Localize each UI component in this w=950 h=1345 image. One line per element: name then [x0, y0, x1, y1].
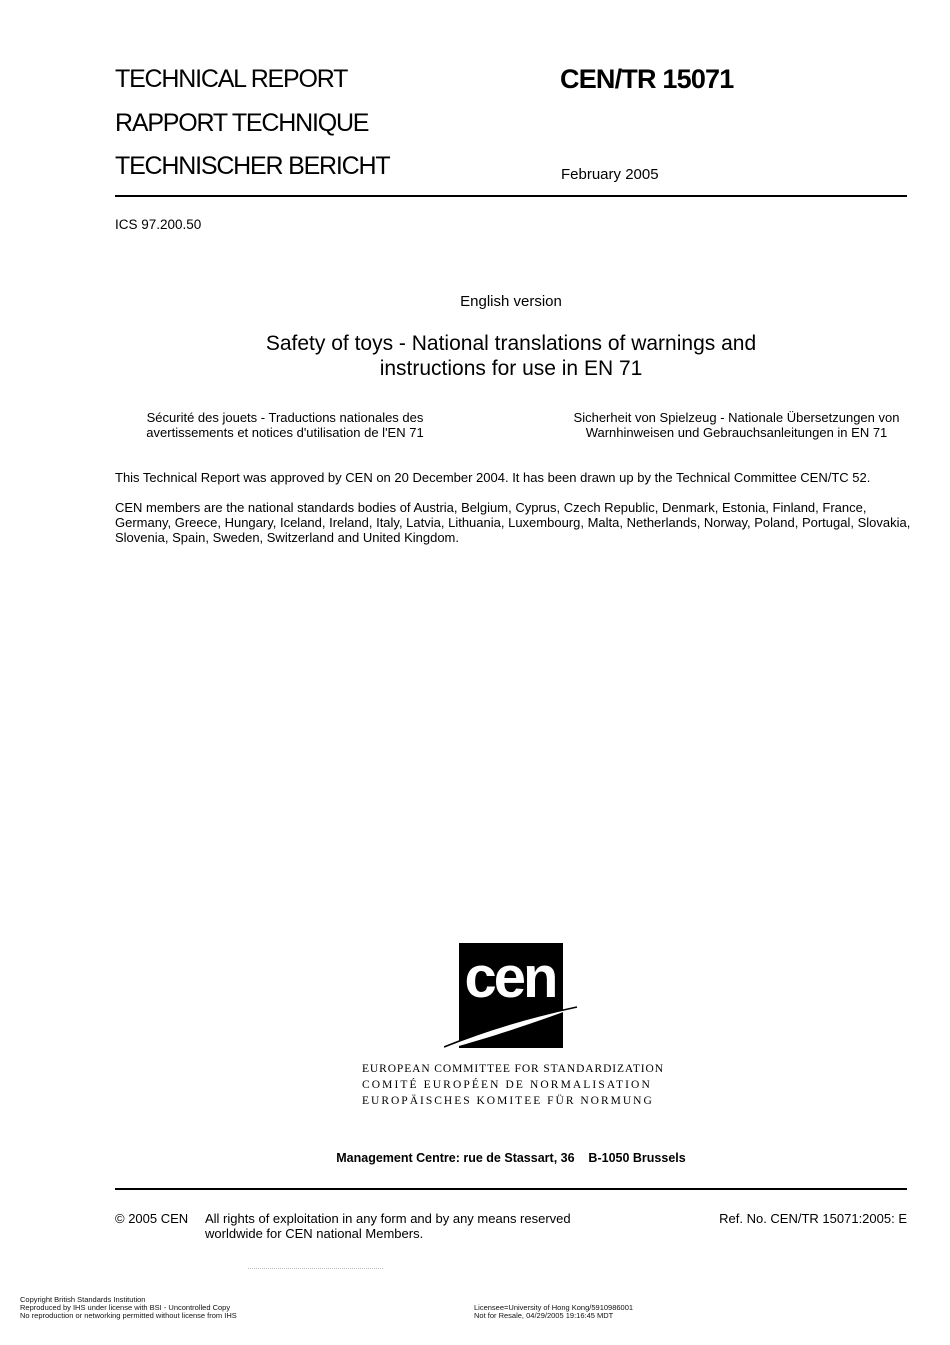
- german-title-line-1: Sicherheit von Spielzeug - Nationale Übersetzungen von: [573, 410, 900, 425]
- cen-logo-graphic: [444, 943, 579, 1051]
- german-title: [566, 410, 907, 440]
- copyright-notice: © 2005 CEN: [115, 1211, 189, 1226]
- rights-line-1: All rights of exploitation in any form and by any means reserved: [205, 1211, 571, 1226]
- org-name-german: EUROPÄISCHES KOMITEE FÜR NORMUNG: [362, 1095, 654, 1107]
- header-rule: [115, 195, 907, 197]
- rights-line-2: worldwide for CEN national Members.: [205, 1226, 424, 1241]
- german-title-line-2: Warnhinweisen und Gebrauchsanleitungen in EN 71: [585, 425, 888, 440]
- license-left-line-3: No reproduction or networking permitted without license from IHS: [20, 1311, 237, 1320]
- license-left: [20, 1296, 237, 1320]
- title-english: TECHNICAL REPORT: [115, 65, 348, 93]
- org-name-english: EUROPEAN COMMITTEE FOR STANDARDIZATION: [362, 1063, 664, 1075]
- language-version: English version: [460, 293, 562, 310]
- main-title-line-1: Safety of toys - National translations of warnings and: [265, 332, 757, 355]
- main-title: [115, 331, 907, 381]
- title-german: TECHNISCHER BERICHT: [115, 152, 390, 180]
- license-right: [474, 1304, 633, 1320]
- license-left-line-1: Copyright British Standards Institution: [20, 1295, 146, 1304]
- faint-dotted-mark: [248, 1268, 383, 1270]
- cen-logo-text: cen: [464, 945, 556, 1010]
- document-number: CEN/TR 15071: [560, 64, 734, 94]
- rights-statement: [205, 1211, 571, 1241]
- license-left-line-2: Reproduced by IHS under license with BSI - Uncontrolled Copy: [20, 1303, 231, 1312]
- cen-logo: [444, 943, 579, 1051]
- members-line-2: Germany, Greece, Hungary, Iceland, Ireland, Italy, Latvia, Lithuania, Luxembourg, Malta, Netherlands, Norway, Poland, Portugal, Slovakia,: [115, 515, 911, 530]
- ics-code: ICS 97.200.50: [115, 217, 202, 232]
- title-french: RAPPORT TECHNIQUE: [115, 109, 369, 137]
- license-right-line-1: Licensee=University of Hong Kong/5910986001: [474, 1303, 634, 1312]
- members-line-3: Slovenia, Spain, Sweden, Switzerland and United Kingdom.: [115, 530, 459, 545]
- license-right-line-2: Not for Resale, 04/29/2005 19:16:45 MDT: [474, 1311, 614, 1320]
- members-line-1: CEN members are the national standards bodies of Austria, Belgium, Cyprus, Czech Republic, Denmark, Estonia, Finland, France,: [115, 500, 867, 515]
- main-title-line-2: instructions for use in EN 71: [379, 357, 643, 380]
- reference-number: Ref. No. CEN/TR 15071:2005: E: [719, 1211, 907, 1226]
- french-title: [115, 410, 455, 440]
- french-title-line-2: avertissements et notices d'utilisation de l'EN 71: [146, 425, 424, 440]
- members-statement: [115, 500, 915, 545]
- management-centre: Management Centre: rue de Stassart, 36 B-1050 Brussels: [336, 1151, 686, 1165]
- organization-names: [362, 1061, 662, 1109]
- footer-rule: [115, 1188, 907, 1190]
- french-title-line-1: Sécurité des jouets - Traductions nationales des: [146, 410, 424, 425]
- org-name-french: COMITÉ EUROPÉEN DE NORMALISATION: [362, 1079, 652, 1091]
- approval-statement: This Technical Report was approved by CEN on 20 December 2004. It has been drawn up by the Technical Committee CEN/TC 52.: [115, 470, 871, 485]
- publication-date: February 2005: [561, 166, 659, 183]
